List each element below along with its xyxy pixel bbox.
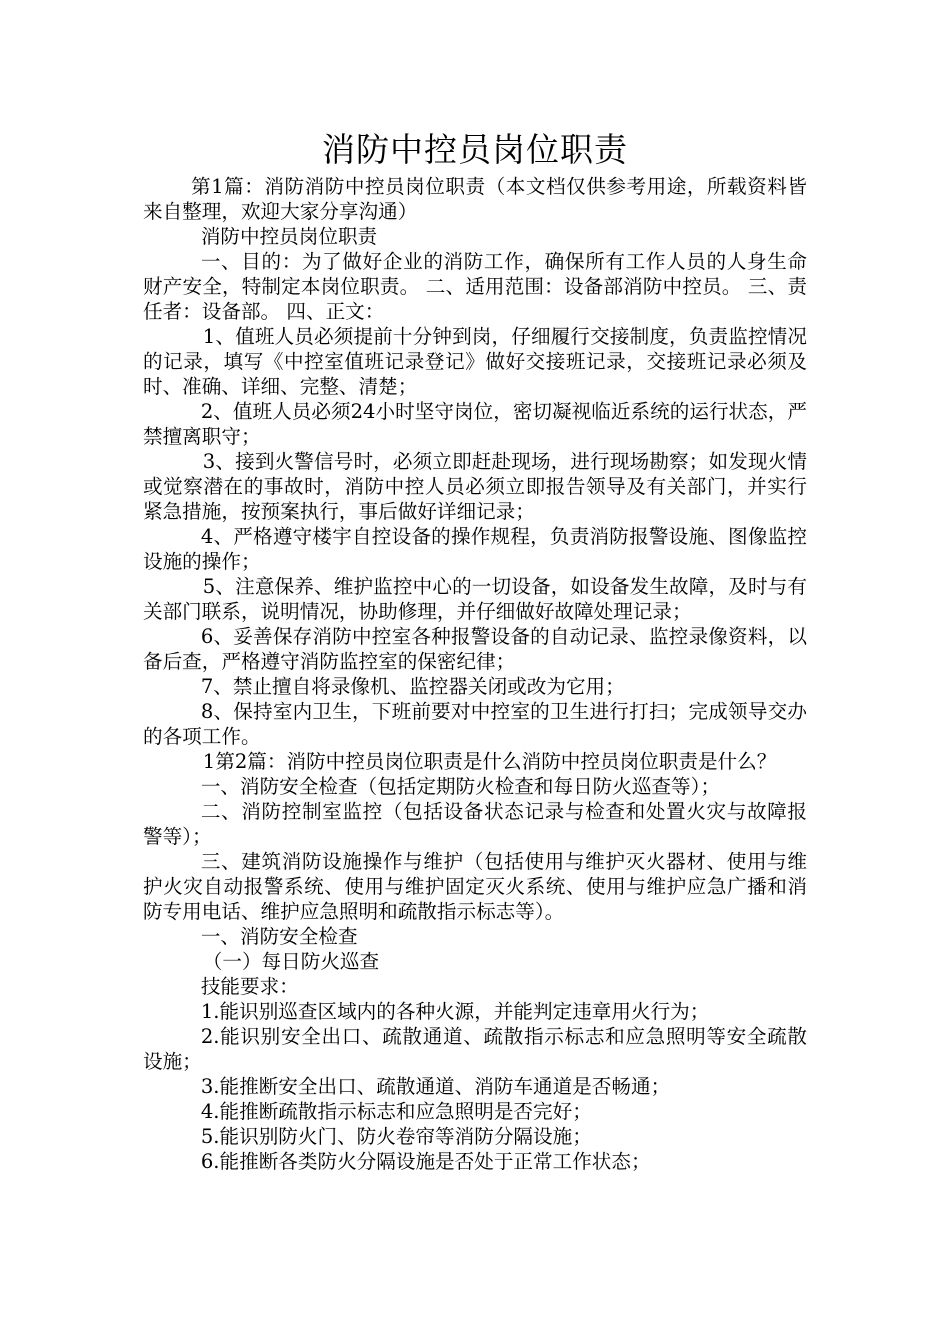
paragraph-purpose: 一、目的：为了做好企业的消防工作，确保所有工作人员的人身生命财产安全，特制定本岗位职责。 二、适用范围：设备部消防中控员。 三、责任者：设备部。 四、正文： [143, 250, 807, 323]
paragraph-duty-3: 3、接到火警信号时，必须立即赶赴现场，进行现场勘察；如发现火情或觉察潜在的事故时，消防中控人员必须立即报告领导及有关部门，并实行紧急措施，按预案执行，事后做好详细记录； [143, 450, 807, 523]
document-body [143, 174, 807, 1174]
paragraph-skill-2: 2.能识别安全出口、疏散通道、疏散指示标志和应急照明等安全疏散设施； [143, 1025, 807, 1073]
paragraph-duty-4: 4、严格遵守楼宇自控设备的操作规程，负责消防报警设施、图像监控设施的操作； [143, 525, 807, 573]
paragraph-duty-6: 6、妥善保存消防中控室各种报警设备的自动记录、监控录像资料，以备后查，严格遵守消防监控室的保密纪律； [143, 625, 807, 673]
paragraph-intro: 第1篇：消防消防中控员岗位职责（本文档仅供参考用途，所载资料皆来自整理，欢迎大家分享沟通） [143, 175, 807, 223]
paragraph-duty-2: 2、值班人员必须24小时坚守岗位，密切凝视临近系统的运行状态，严禁擅离职守； [143, 400, 807, 448]
paragraph-section-heading: 一、消防安全检查 [200, 925, 358, 948]
paragraph-subsection-heading: （一）每日防火巡查 [202, 950, 380, 973]
paragraph-task-1: 一、消防安全检查（包括定期防火检查和每日防火巡查等）； [200, 775, 721, 798]
paragraph-duty-5: 5、注意保养、维护监控中心的一切设备，如设备发生故障，及时与有关部门联系，说明情况，协助修理，并仔细做好故障处理记录； [143, 575, 807, 623]
paragraph-skill-6: 6.能推断各类防火分隔设施是否处于正常工作状态； [200, 1150, 651, 1173]
paragraph-duty-7: 7、禁止擅自将录像机、监控器关闭或改为它用； [200, 675, 625, 698]
paragraph-skills-heading: 技能要求： [200, 975, 299, 998]
paragraph-skill-3: 3.能推断安全出口、疏散通道、消防车通道是否畅通； [200, 1075, 671, 1098]
paragraph-skill-1: 1.能识别巡查区域内的各种火源，并能判定违章用火行为； [200, 1000, 710, 1023]
document-title: 消防中控员岗位职责 [322, 130, 628, 169]
paragraph-skill-5: 5.能识别防火门、防火卷帘等消防分隔设施； [200, 1125, 592, 1148]
paragraph-skill-4: 4.能推断疏散指示标志和应急照明是否完好； [200, 1100, 592, 1123]
paragraph-task-2: 二、消防控制室监控（包括设备状态记录与检查和处置火灾与故障报警等）； [143, 800, 807, 848]
paragraph-part-2-heading: 1第2篇：消防中控员岗位职责是什么消防中控员岗位职责是什么？ [202, 750, 777, 773]
paragraph-duty-1: 1、值班人员必须提前十分钟到岗，仔细履行交接制度，负责监控情况的记录，填写《中控室值班记录登记》做好交接班记录，交接班记录必须及时、准确、详细、完整、清楚； [143, 325, 807, 398]
paragraph-duty-8: 8、保持室内卫生，下班前要对中控室的卫生进行打扫；完成领导交办的各项工作。 [143, 700, 807, 748]
paragraph-task-3: 三、建筑消防设施操作与维护（包括使用与维护灭火器材、使用与维护火灾自动报警系统、使用与维护固定灭火系统、使用与维护应急广播和消防专用电话、维护应急照明和疏散指示标志等）。 [143, 850, 807, 923]
paragraph-subtitle: 消防中控员岗位职责 [200, 225, 378, 248]
